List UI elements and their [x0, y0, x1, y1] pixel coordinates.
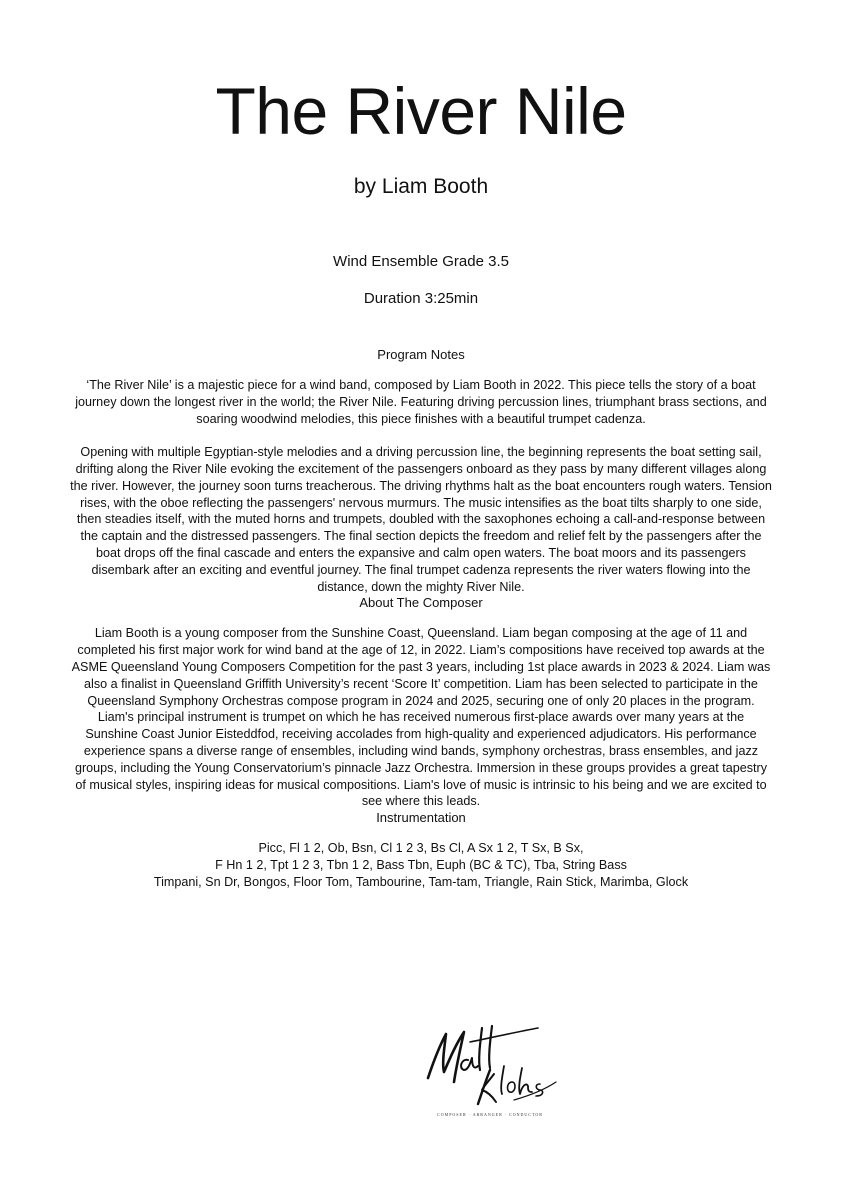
- about-composer-heading: About The Composer: [359, 595, 483, 611]
- signature-logo: [420, 1020, 560, 1120]
- signature-icon: [420, 1020, 560, 1110]
- instrumentation-line-3: Timpani, Sn Dr, Bongos, Floor Tom, Tambourine, Tam-tam, Triangle, Rain Stick, Marimba, Glock: [153, 874, 689, 889]
- about-composer-paragraph-2: Liam's principal instrument is trumpet on which he has received numerous first-place awards over many years at the Sunshine Coast Junior Eisteddfod, receiving accolades from high-quality and experienced adjudicators. His performance experience spans a diverse range of ensembles, including wind bands, symphony orchestras, brass ensembles, and jazz groups, including the Young Conservatorium’s pinnacle Jazz Orchestra. Immersion in these groups provides a great tapestry of musical styles, inspiring ideas for musical compositions. Liam's love of music is intrinsic to his being and we are excited to see where this leads.: [74, 710, 768, 809]
- program-notes-paragraph-1: ‘The River Nile’ is a majestic piece for a wind band, composed by Liam Booth in 2022. This piece tells the story of a boat journey down the longest river in the world; the River Nile. Featuring driving percussion lines, triumphant brass sections, and soaring woodwind melodies, this piece finishes with a beautiful trumpet cadenza.: [75, 378, 767, 426]
- instrumentation-line-1: Picc, Fl 1 2, Ob, Bsn, Cl 1 2 3, Bs Cl, A Sx 1 2, T Sx, B Sx,: [258, 841, 584, 856]
- duration: Duration 3:25min: [363, 290, 479, 307]
- instrumentation-line-2: F Hn 1 2, Tpt 1 2 3, Tbn 1 2, Bass Tbn, Euph (BC & TC), Tba, String Bass: [215, 857, 627, 872]
- composer-byline: by Liam Booth: [353, 175, 489, 198]
- ensemble-grade: Wind Ensemble Grade 3.5: [333, 253, 509, 270]
- instrumentation-heading: Instrumentation: [376, 810, 466, 826]
- about-composer-paragraph-1: Liam Booth is a young composer from the Sunshine Coast, Queensland. Liam began composing at the age of 11 and completed his first major work for wind band at the age of 12, in 2022. Liam’s compositions have received top awards at the ASME Queensland Young Composers Competition for the past 3 years, including 1st place awards in 2023 & 2024. Liam was also a finalist in Queensland Griffith University’s recent ‘Score It’ competition. Liam has been selected to participate in the Queensland Symphony Orchestras compose program in 2024 and 2025, securing one of only 20 places in the program.: [71, 626, 771, 708]
- program-notes-paragraph-2: Opening with multiple Egyptian-style melodies and a driving percussion line, the beginning represents the boat setting sail, drifting along the River Nile evoking the excitement of the passengers onboard as they pass by many different villages along the river. However, the journey soon turns treacherous. The driving rhythms halt as the boat encounters rough waters. Tension rises, with the oboe reflecting the passengers' nervous murmurs. The music intensifies as the boat tilts sharply to one side, then steadies itself, with the muted horns and trumpets, doubled with the saxophones echoing a call-and-response between the captain and the distressed passengers. The final section depicts the freedom and relief felt by the passengers after the boat drops off the final cascade and enters the expansive and calm open waters. The boat moors and its passengers disembark after an exciting and eventful journey. The final trumpet cadenza represents the river waters flowing into the distance, down the mighty River Nile.: [70, 445, 772, 594]
- page-title: The River Nile: [215, 74, 627, 148]
- program-notes-heading: Program Notes: [377, 347, 465, 362]
- document-body: [70, 347, 772, 891]
- logo-tagline: COMPOSER · ARRANGER · CONDUCTOR: [437, 1112, 543, 1117]
